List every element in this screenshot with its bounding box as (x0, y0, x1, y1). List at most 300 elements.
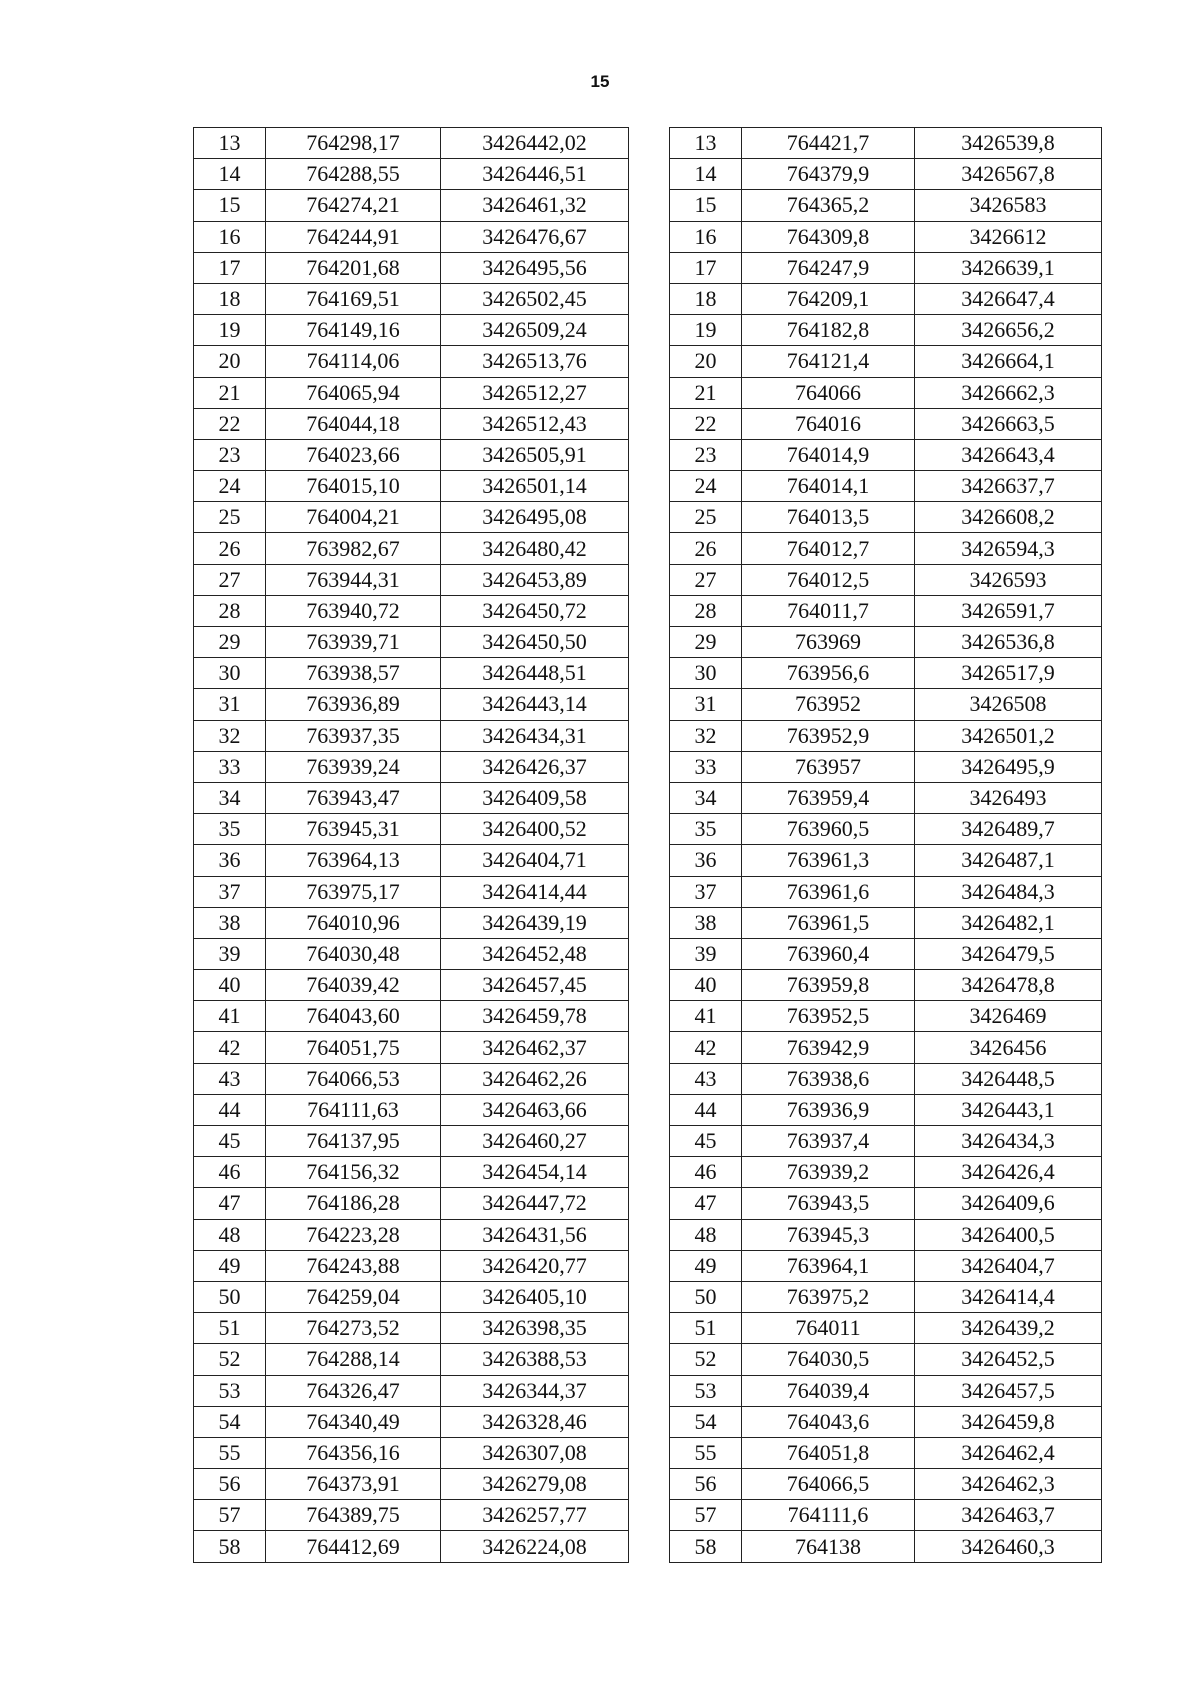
table-row (194, 1032, 629, 1063)
coordinate-y-cell: 3426501,2 (915, 720, 1102, 751)
coordinate-y-cell: 3426505,91 (441, 439, 629, 470)
point-number-cell: 13 (670, 128, 742, 159)
point-number-cell: 56 (194, 1469, 266, 1500)
coordinate-y-cell: 3426447,72 (441, 1188, 629, 1219)
coordinate-x-cell: 763952,9 (742, 720, 915, 751)
table-row (194, 751, 629, 782)
coordinates-table-right (669, 127, 1102, 1563)
point-number-cell: 35 (670, 814, 742, 845)
coordinate-y-cell: 3426647,4 (915, 283, 1102, 314)
coordinate-x-cell: 763975,17 (266, 876, 441, 907)
coordinate-x-cell: 763964,13 (266, 845, 441, 876)
coordinate-y-cell: 3426501,14 (441, 471, 629, 502)
table-row (194, 907, 629, 938)
coordinate-y-cell: 3426452,5 (915, 1344, 1102, 1375)
table-row (194, 190, 629, 221)
point-number-cell: 47 (194, 1188, 266, 1219)
table-row (670, 1094, 1102, 1125)
coordinate-y-cell: 3426454,14 (441, 1157, 629, 1188)
point-number-cell: 26 (194, 533, 266, 564)
table-row (194, 1094, 629, 1125)
coordinate-x-cell: 764051,8 (742, 1437, 915, 1468)
table-row (670, 221, 1102, 252)
coordinate-x-cell: 764288,55 (266, 159, 441, 190)
point-number-cell: 49 (670, 1250, 742, 1281)
table-row (670, 1063, 1102, 1094)
coordinate-y-cell: 3426443,14 (441, 689, 629, 720)
table-row (194, 1500, 629, 1531)
point-number-cell: 38 (194, 907, 266, 938)
coordinate-y-cell: 3426450,72 (441, 595, 629, 626)
coordinate-y-cell: 3426508 (915, 689, 1102, 720)
point-number-cell: 39 (194, 938, 266, 969)
coordinate-y-cell: 3426457,45 (441, 970, 629, 1001)
coordinate-x-cell: 763943,47 (266, 782, 441, 813)
coordinate-y-cell: 3426462,4 (915, 1437, 1102, 1468)
coordinate-y-cell: 3426512,27 (441, 377, 629, 408)
coordinate-x-cell: 763959,4 (742, 782, 915, 813)
table-row (194, 1375, 629, 1406)
coordinate-x-cell: 764340,49 (266, 1406, 441, 1437)
point-number-cell: 27 (670, 564, 742, 595)
table-row (194, 1157, 629, 1188)
table-row (194, 689, 629, 720)
point-number-cell: 25 (670, 502, 742, 533)
table-row (194, 439, 629, 470)
coordinate-y-cell: 3426484,3 (915, 876, 1102, 907)
point-number-cell: 15 (194, 190, 266, 221)
coordinate-x-cell: 764039,4 (742, 1375, 915, 1406)
coordinate-x-cell: 763936,9 (742, 1094, 915, 1125)
point-number-cell: 40 (670, 970, 742, 1001)
coordinate-x-cell: 763961,5 (742, 907, 915, 938)
coordinate-x-cell: 764149,16 (266, 315, 441, 346)
point-number-cell: 33 (670, 751, 742, 782)
coordinate-y-cell: 3426414,4 (915, 1281, 1102, 1312)
table-row (670, 1531, 1102, 1562)
coordinate-x-cell: 763937,4 (742, 1126, 915, 1157)
point-number-cell: 58 (670, 1531, 742, 1562)
coordinate-y-cell: 3426478,8 (915, 970, 1102, 1001)
table-row (670, 190, 1102, 221)
point-number-cell: 43 (670, 1063, 742, 1094)
table-row (670, 533, 1102, 564)
coordinate-x-cell: 764012,5 (742, 564, 915, 595)
coordinate-y-cell: 3426591,7 (915, 595, 1102, 626)
coordinate-x-cell: 763975,2 (742, 1281, 915, 1312)
point-number-cell: 57 (194, 1500, 266, 1531)
coordinate-x-cell: 763944,31 (266, 564, 441, 595)
table-row (194, 1219, 629, 1250)
point-number-cell: 24 (194, 471, 266, 502)
coordinate-y-cell: 3426459,8 (915, 1406, 1102, 1437)
point-number-cell: 37 (670, 876, 742, 907)
table-row (194, 128, 629, 159)
coordinate-x-cell: 764111,63 (266, 1094, 441, 1125)
coordinate-y-cell: 3426400,52 (441, 814, 629, 845)
point-number-cell: 26 (670, 533, 742, 564)
coordinate-y-cell: 3426469 (915, 1001, 1102, 1032)
coordinate-x-cell: 764114,06 (266, 346, 441, 377)
coordinate-y-cell: 3426479,5 (915, 938, 1102, 969)
coordinate-x-cell: 763936,89 (266, 689, 441, 720)
coordinate-y-cell: 3426463,7 (915, 1500, 1102, 1531)
table-row (194, 283, 629, 314)
coordinate-x-cell: 763945,31 (266, 814, 441, 845)
table-row (194, 1063, 629, 1094)
point-number-cell: 24 (670, 471, 742, 502)
coordinate-y-cell: 3426502,45 (441, 283, 629, 314)
point-number-cell: 27 (194, 564, 266, 595)
coordinate-x-cell: 764389,75 (266, 1500, 441, 1531)
coordinate-x-cell: 764379,9 (742, 159, 915, 190)
coordinate-y-cell: 3426536,8 (915, 627, 1102, 658)
coordinate-x-cell: 764365,2 (742, 190, 915, 221)
coordinate-y-cell: 3426482,1 (915, 907, 1102, 938)
coordinate-x-cell: 763952 (742, 689, 915, 720)
point-number-cell: 58 (194, 1531, 266, 1562)
coordinate-y-cell: 3426512,43 (441, 408, 629, 439)
point-number-cell: 55 (194, 1437, 266, 1468)
point-number-cell: 21 (670, 377, 742, 408)
table-row (194, 1001, 629, 1032)
table-row (670, 346, 1102, 377)
point-number-cell: 42 (194, 1032, 266, 1063)
table-row (194, 595, 629, 626)
coordinate-x-cell: 764030,5 (742, 1344, 915, 1375)
coordinates-table-right-body (670, 128, 1102, 1563)
point-number-cell: 48 (194, 1219, 266, 1250)
table-row (670, 1500, 1102, 1531)
table-row (670, 252, 1102, 283)
point-number-cell: 18 (670, 283, 742, 314)
table-row (670, 283, 1102, 314)
coordinate-y-cell: 3426462,26 (441, 1063, 629, 1094)
point-number-cell: 53 (194, 1375, 266, 1406)
coordinate-x-cell: 764169,51 (266, 283, 441, 314)
coordinate-y-cell: 3426409,6 (915, 1188, 1102, 1219)
coordinate-y-cell: 3426509,24 (441, 315, 629, 346)
table-row (670, 315, 1102, 346)
point-number-cell: 56 (670, 1469, 742, 1500)
point-number-cell: 41 (670, 1001, 742, 1032)
coordinate-y-cell: 3426460,27 (441, 1126, 629, 1157)
point-number-cell: 39 (670, 938, 742, 969)
table-row (670, 1001, 1102, 1032)
coordinate-x-cell: 763940,72 (266, 595, 441, 626)
coordinate-y-cell: 3426431,56 (441, 1219, 629, 1250)
table-row (670, 1219, 1102, 1250)
table-row (670, 720, 1102, 751)
coordinate-y-cell: 3426457,5 (915, 1375, 1102, 1406)
point-number-cell: 32 (194, 720, 266, 751)
coordinate-y-cell: 3426405,10 (441, 1281, 629, 1312)
coordinate-y-cell: 3426426,4 (915, 1157, 1102, 1188)
table-row (670, 1250, 1102, 1281)
table-row (670, 814, 1102, 845)
coordinate-x-cell: 764010,96 (266, 907, 441, 938)
table-row (670, 595, 1102, 626)
table-row (194, 252, 629, 283)
table-row (194, 1188, 629, 1219)
coordinate-y-cell: 3426495,08 (441, 502, 629, 533)
table-row (194, 658, 629, 689)
coordinate-y-cell: 3426495,9 (915, 751, 1102, 782)
point-number-cell: 37 (194, 876, 266, 907)
point-number-cell: 55 (670, 1437, 742, 1468)
point-number-cell: 44 (194, 1094, 266, 1125)
coordinate-x-cell: 763959,8 (742, 970, 915, 1001)
table-row (670, 1281, 1102, 1312)
coordinate-y-cell: 3426462,3 (915, 1469, 1102, 1500)
point-number-cell: 18 (194, 283, 266, 314)
coordinate-x-cell: 764013,5 (742, 502, 915, 533)
coordinate-x-cell: 763939,24 (266, 751, 441, 782)
point-number-cell: 23 (670, 439, 742, 470)
point-number-cell: 23 (194, 439, 266, 470)
point-number-cell: 28 (670, 595, 742, 626)
table-row (670, 408, 1102, 439)
table-row (194, 533, 629, 564)
coordinate-y-cell: 3426594,3 (915, 533, 1102, 564)
table-row (670, 938, 1102, 969)
table-row (670, 782, 1102, 813)
point-number-cell: 17 (194, 252, 266, 283)
point-number-cell: 28 (194, 595, 266, 626)
coordinate-x-cell: 764016 (742, 408, 915, 439)
point-number-cell: 51 (194, 1313, 266, 1344)
coordinate-x-cell: 764030,48 (266, 938, 441, 969)
coordinate-x-cell: 764244,91 (266, 221, 441, 252)
coordinate-y-cell: 3426398,35 (441, 1313, 629, 1344)
point-number-cell: 45 (194, 1126, 266, 1157)
coordinate-y-cell: 3426459,78 (441, 1001, 629, 1032)
coordinate-x-cell: 763957 (742, 751, 915, 782)
point-number-cell: 50 (194, 1281, 266, 1312)
coordinate-y-cell: 3426517,9 (915, 658, 1102, 689)
point-number-cell: 19 (194, 315, 266, 346)
coordinate-y-cell: 3426400,5 (915, 1219, 1102, 1250)
point-number-cell: 30 (670, 658, 742, 689)
coordinate-x-cell: 764066 (742, 377, 915, 408)
coordinate-y-cell: 3426664,1 (915, 346, 1102, 377)
point-number-cell: 19 (670, 315, 742, 346)
table-row (670, 439, 1102, 470)
coordinate-y-cell: 3426453,89 (441, 564, 629, 595)
point-number-cell: 42 (670, 1032, 742, 1063)
point-number-cell: 40 (194, 970, 266, 1001)
coordinate-x-cell: 764121,4 (742, 346, 915, 377)
coordinate-y-cell: 3426307,08 (441, 1437, 629, 1468)
table-row (670, 751, 1102, 782)
coordinate-x-cell: 763952,5 (742, 1001, 915, 1032)
table-row (194, 938, 629, 969)
coordinate-x-cell: 764274,21 (266, 190, 441, 221)
coordinate-y-cell: 3426414,44 (441, 876, 629, 907)
table-row (670, 689, 1102, 720)
point-number-cell: 17 (670, 252, 742, 283)
coordinate-y-cell: 3426450,50 (441, 627, 629, 658)
coordinate-y-cell: 3426489,7 (915, 814, 1102, 845)
table-row (194, 221, 629, 252)
coordinate-x-cell: 763943,5 (742, 1188, 915, 1219)
coordinate-y-cell: 3426279,08 (441, 1469, 629, 1500)
table-row (194, 814, 629, 845)
coordinate-y-cell: 3426448,5 (915, 1063, 1102, 1094)
table-row (670, 845, 1102, 876)
coordinate-y-cell: 3426513,76 (441, 346, 629, 377)
coordinate-y-cell: 3426567,8 (915, 159, 1102, 190)
coordinate-y-cell: 3426495,56 (441, 252, 629, 283)
point-number-cell: 21 (194, 377, 266, 408)
coordinate-x-cell: 763961,3 (742, 845, 915, 876)
coordinate-y-cell: 3426643,4 (915, 439, 1102, 470)
coordinate-x-cell: 763938,57 (266, 658, 441, 689)
coordinate-y-cell: 3426480,42 (441, 533, 629, 564)
table-row (194, 315, 629, 346)
table-row (194, 1531, 629, 1562)
table-row (194, 377, 629, 408)
point-number-cell: 32 (670, 720, 742, 751)
table-row (194, 502, 629, 533)
table-row (194, 1250, 629, 1281)
table-row (670, 1126, 1102, 1157)
coordinate-y-cell: 3426637,7 (915, 471, 1102, 502)
point-number-cell: 46 (670, 1157, 742, 1188)
point-number-cell: 41 (194, 1001, 266, 1032)
coordinate-x-cell: 764044,18 (266, 408, 441, 439)
table-row (670, 907, 1102, 938)
point-number-cell: 15 (670, 190, 742, 221)
point-number-cell: 30 (194, 658, 266, 689)
table-row (194, 720, 629, 751)
table-row (670, 1437, 1102, 1468)
coordinate-x-cell: 763939,71 (266, 627, 441, 658)
coordinate-x-cell: 764182,8 (742, 315, 915, 346)
table-row (670, 1375, 1102, 1406)
coordinate-y-cell: 3426460,3 (915, 1531, 1102, 1562)
coordinate-y-cell: 3426448,51 (441, 658, 629, 689)
page-number: 15 (590, 72, 610, 91)
point-number-cell: 45 (670, 1126, 742, 1157)
coordinate-y-cell: 3426404,7 (915, 1250, 1102, 1281)
coordinates-table-left (193, 127, 629, 1563)
point-number-cell: 20 (194, 346, 266, 377)
coordinate-x-cell: 764201,68 (266, 252, 441, 283)
coordinate-x-cell: 764051,75 (266, 1032, 441, 1063)
coordinate-y-cell: 3426452,48 (441, 938, 629, 969)
point-number-cell: 22 (670, 408, 742, 439)
table-row (670, 159, 1102, 190)
point-number-cell: 52 (670, 1344, 742, 1375)
point-number-cell: 50 (670, 1281, 742, 1312)
coordinate-x-cell: 764412,69 (266, 1531, 441, 1562)
point-number-cell: 22 (194, 408, 266, 439)
table-row (194, 782, 629, 813)
point-number-cell: 31 (194, 689, 266, 720)
coordinate-x-cell: 764421,7 (742, 128, 915, 159)
coordinate-y-cell: 3426462,37 (441, 1032, 629, 1063)
point-number-cell: 52 (194, 1344, 266, 1375)
coordinate-x-cell: 764259,04 (266, 1281, 441, 1312)
point-number-cell: 54 (670, 1406, 742, 1437)
coordinate-y-cell: 3426344,37 (441, 1375, 629, 1406)
coordinate-x-cell: 764014,9 (742, 439, 915, 470)
coordinate-y-cell: 3426639,1 (915, 252, 1102, 283)
table-row (194, 845, 629, 876)
coordinate-x-cell: 763960,4 (742, 938, 915, 969)
coordinate-x-cell: 764014,1 (742, 471, 915, 502)
point-number-cell: 33 (194, 751, 266, 782)
point-number-cell: 34 (194, 782, 266, 813)
point-number-cell: 31 (670, 689, 742, 720)
coordinate-y-cell: 3426583 (915, 190, 1102, 221)
coordinate-x-cell: 764156,32 (266, 1157, 441, 1188)
coordinate-y-cell: 3426612 (915, 221, 1102, 252)
coordinate-x-cell: 763956,6 (742, 658, 915, 689)
coordinate-x-cell: 764326,47 (266, 1375, 441, 1406)
table-row (670, 1188, 1102, 1219)
coordinate-x-cell: 764209,1 (742, 283, 915, 314)
table-row (670, 970, 1102, 1001)
point-number-cell: 16 (670, 221, 742, 252)
coordinate-x-cell: 764223,28 (266, 1219, 441, 1250)
table-row (194, 1126, 629, 1157)
coordinate-x-cell: 764298,17 (266, 128, 441, 159)
coordinate-x-cell: 764066,5 (742, 1469, 915, 1500)
coordinate-y-cell: 3426439,2 (915, 1313, 1102, 1344)
coordinate-x-cell: 764309,8 (742, 221, 915, 252)
table-row (194, 564, 629, 595)
coordinate-y-cell: 3426443,1 (915, 1094, 1102, 1125)
table-row (194, 1406, 629, 1437)
table-row (194, 1313, 629, 1344)
table-row (670, 502, 1102, 533)
coordinate-x-cell: 764004,21 (266, 502, 441, 533)
table-row (670, 876, 1102, 907)
coordinate-x-cell: 764012,7 (742, 533, 915, 564)
coordinate-y-cell: 3426434,31 (441, 720, 629, 751)
coordinate-x-cell: 764039,42 (266, 970, 441, 1001)
coordinate-y-cell: 3426663,5 (915, 408, 1102, 439)
table-row (194, 627, 629, 658)
table-row (194, 970, 629, 1001)
point-number-cell: 46 (194, 1157, 266, 1188)
point-number-cell: 16 (194, 221, 266, 252)
coordinate-y-cell: 3426257,77 (441, 1500, 629, 1531)
coordinate-x-cell: 763969 (742, 627, 915, 658)
point-number-cell: 57 (670, 1500, 742, 1531)
table-row (670, 1406, 1102, 1437)
coordinate-x-cell: 764015,10 (266, 471, 441, 502)
point-number-cell: 25 (194, 502, 266, 533)
point-number-cell: 38 (670, 907, 742, 938)
coordinate-x-cell: 763964,1 (742, 1250, 915, 1281)
coordinates-table-left-body (194, 128, 629, 1563)
point-number-cell: 43 (194, 1063, 266, 1094)
coordinate-x-cell: 763982,67 (266, 533, 441, 564)
point-number-cell: 14 (670, 159, 742, 190)
table-row (194, 1469, 629, 1500)
coordinate-y-cell: 3426409,58 (441, 782, 629, 813)
point-number-cell: 13 (194, 128, 266, 159)
point-number-cell: 48 (670, 1219, 742, 1250)
coordinate-y-cell: 3426463,66 (441, 1094, 629, 1125)
coordinate-x-cell: 763939,2 (742, 1157, 915, 1188)
coordinate-x-cell: 764186,28 (266, 1188, 441, 1219)
table-row (194, 1344, 629, 1375)
coordinate-y-cell: 3426439,19 (441, 907, 629, 938)
